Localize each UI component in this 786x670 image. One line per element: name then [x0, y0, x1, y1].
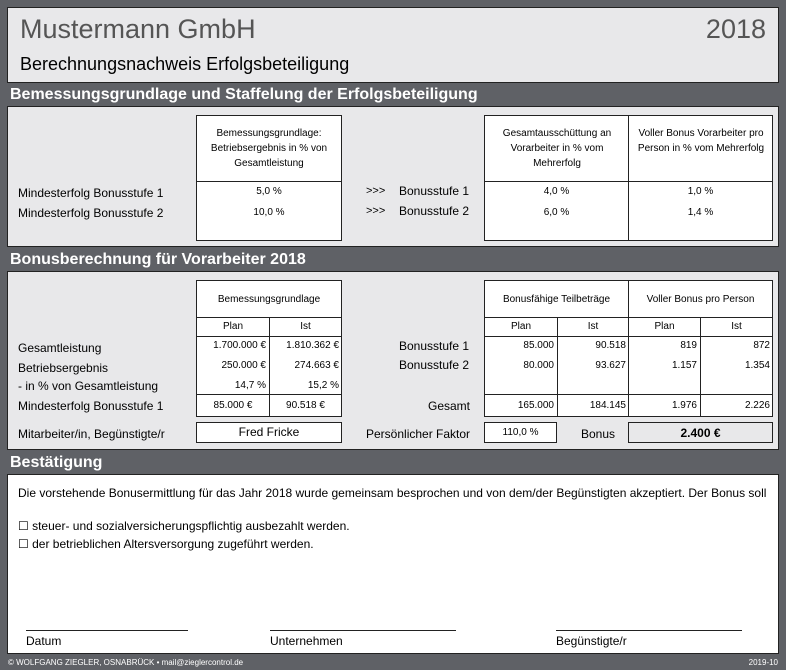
- row1-label: Mindesterfolg Bonusstufe 1: [18, 186, 164, 200]
- tb-plan-header: Plan: [510, 321, 531, 332]
- date-signature-line: [26, 630, 188, 631]
- gesamt-vb-plan: 1.976: [671, 400, 697, 411]
- row2-label: Mindesterfolg Bonusstufe 2: [18, 206, 164, 220]
- section1-panel: [7, 106, 779, 247]
- stufe1-vb-ist: 872: [753, 340, 770, 351]
- base-column-header: Bemessungsgrundlage: Betriebsergebnis in % von Gesamtleistung: [210, 128, 328, 169]
- footer-version: 2019-10: [748, 658, 778, 667]
- person-column-header: Voller Bonus Vorarbeiter pro Person in % vom Mehrerfolg: [637, 128, 765, 154]
- employee-name: Fred Fricke: [238, 425, 300, 439]
- tb-ist-header: Ist: [587, 321, 599, 332]
- factor-value: 110,0 %: [502, 427, 539, 438]
- base-row1-value: 5,0 %: [256, 186, 282, 197]
- base-table-box: [196, 115, 342, 241]
- person-row2-value: 1,4 %: [687, 207, 714, 218]
- footer-copyright: © WOLFGANG ZIEGLER, OSNABRÜCK • mail@zieglercontrol.de: [8, 658, 244, 667]
- base-plan-header: Plan: [222, 321, 243, 332]
- mindest-ist: 90.518 €: [286, 400, 325, 411]
- section2-panel: [7, 271, 779, 450]
- stufe2-tb-plan: 80.000: [523, 360, 554, 371]
- bonusstufe2-label: Bonusstufe 2: [399, 358, 470, 372]
- teilbetraege-header: Bonusfähige Teilbeträge: [502, 294, 611, 305]
- option-pension[interactable]: ☐ der betrieblichen Altersversorgung zugeführt werden.: [18, 537, 314, 551]
- percent-plan: 14,7 %: [234, 380, 266, 391]
- base-calc-table: [196, 280, 342, 417]
- bonus-label: Bonus: [581, 427, 616, 441]
- row1-stufe: Bonusstufe 1: [399, 184, 470, 198]
- stufe1-vb-plan: 819: [680, 340, 697, 351]
- total-column-header: Gesamtausschüttung an Vorarbeiter in % vom Mehrerfolg: [502, 128, 612, 169]
- base-calc-header: Bemessungsgrundlage: [217, 294, 321, 305]
- gesamt-label: Gesamt: [428, 399, 471, 413]
- confirmation-text: Die vorstehende Bonusermittlung für das Jahr 2018 wurde gemeinsam besprochen und von dem/der Begünstigten akzeptiert. Der Bonus soll: [18, 486, 767, 500]
- employee-label: Mitarbeiter/in, Begünstigte/r: [18, 427, 165, 441]
- voller-bonus-header: Voller Bonus pro Person: [646, 294, 755, 305]
- title-panel: [7, 7, 779, 83]
- section3-title: Bestätigung: [10, 454, 103, 471]
- report-subtitle: Berechnungsnachweis Erfolgsbeteiligung: [20, 54, 350, 74]
- total-row2-value: 6,0 %: [543, 207, 570, 218]
- staffel-table-box: [484, 115, 773, 241]
- stufe1-tb-ist: 90.518: [595, 340, 626, 351]
- beneficiary-signature-line: [556, 630, 742, 631]
- vb-plan-header: Plan: [654, 321, 675, 332]
- section2-title: Bonusberechnung für Vorarbeiter 2018: [10, 251, 306, 268]
- total-row1-value: 4,0 %: [543, 186, 570, 197]
- gesamtleistung-label: Gesamtleistung: [18, 341, 102, 355]
- gesamtleistung-ist: 1.810.362 €: [286, 340, 339, 351]
- beneficiary-sig-label: Begünstigte/r: [556, 634, 627, 648]
- betriebsergebnis-label: Betriebsergebnis: [18, 361, 109, 375]
- stufe2-tb-ist: 93.627: [595, 360, 626, 371]
- row2-stufe: Bonusstufe 2: [399, 204, 470, 218]
- gesamtleistung-plan: 1.700.000 €: [213, 340, 266, 351]
- person-row1-value: 1,0 %: [687, 186, 714, 197]
- mindest-plan: 85.000 €: [213, 400, 253, 411]
- betriebsergebnis-plan: 250.000 €: [221, 360, 266, 371]
- betriebsergebnis-ist: 274.663 €: [294, 360, 339, 371]
- gesamt-vb-ist: 2.226: [744, 400, 770, 411]
- company-sig-label: Unternehmen: [270, 634, 343, 648]
- option-payout[interactable]: ☐ steuer- und sozialversicherungspflichtig ausbezahlt werden.: [18, 519, 350, 533]
- company-name: Mustermann GmbH: [20, 14, 256, 44]
- percent-label: - in % von Gesamtleistung: [18, 379, 159, 393]
- bonus-calc-table: [484, 280, 773, 417]
- stufe2-vb-ist: 1.354: [744, 360, 770, 371]
- company-signature-line: [270, 630, 456, 631]
- factor-label: Persönlicher Faktor: [366, 427, 471, 441]
- bonus-field: [628, 422, 773, 443]
- gesamt-tb-plan: 165.000: [517, 400, 554, 411]
- section1-title: Bemessungsgrundlage und Staffelung der Erfolgsbeteiligung: [10, 86, 478, 103]
- row2-arrow: >>>: [366, 205, 386, 217]
- base-ist-header: Ist: [300, 321, 311, 332]
- confirmation-panel: [7, 474, 779, 654]
- bonus-value: 2.400 €: [680, 426, 721, 440]
- employee-name-field[interactable]: [196, 422, 342, 443]
- report-year: 2018: [705, 14, 766, 44]
- stufe1-tb-plan: 85.000: [523, 340, 554, 351]
- factor-field[interactable]: [484, 422, 557, 443]
- mindest-label: Mindesterfolg Bonusstufe 1: [18, 399, 164, 413]
- gesamt-tb-ist: 184.145: [589, 400, 626, 411]
- date-label: Datum: [26, 634, 62, 648]
- percent-ist: 15,2 %: [307, 380, 339, 391]
- base-row2-value: 10,0 %: [253, 207, 285, 218]
- row1-arrow: >>>: [366, 185, 386, 197]
- bonusstufe1-label: Bonusstufe 1: [399, 339, 470, 353]
- stufe2-vb-plan: 1.157: [671, 360, 697, 371]
- vb-ist-header: Ist: [731, 321, 742, 332]
